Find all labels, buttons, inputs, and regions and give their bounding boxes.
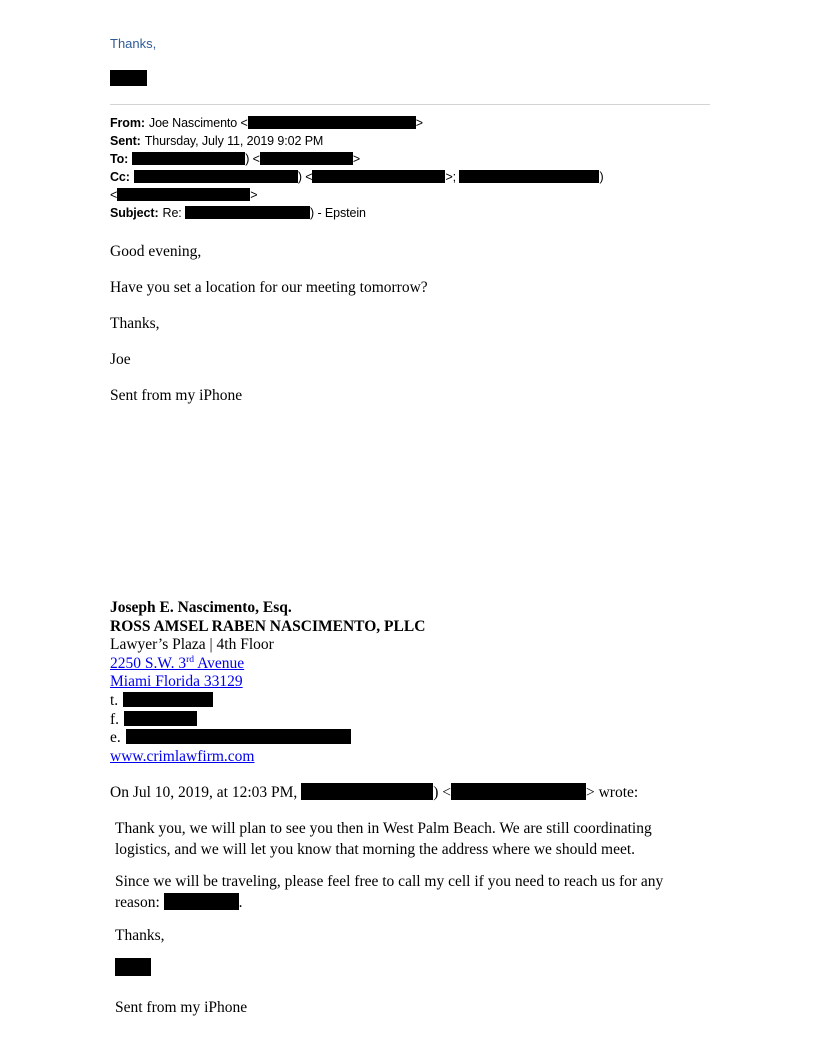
quoted-attribution-line — [110, 782, 710, 803]
message-body — [110, 241, 710, 406]
quoted-para1-line2: logistics, and we will let you know that morning the address where we should meet. — [115, 841, 636, 859]
redaction-box-to-name — [132, 152, 245, 165]
quoted-message-body — [115, 818, 710, 1018]
email-content — [110, 0, 710, 1018]
to-angle-close: > — [352, 152, 361, 166]
redaction-box-fax — [124, 711, 197, 726]
redaction-box-quoted-name — [301, 783, 433, 800]
body-sent-from-iphone: Sent from my iPhone — [110, 387, 243, 404]
redaction-box-sender-name — [110, 70, 147, 86]
redaction-box-subject — [185, 206, 310, 219]
redaction-box-phone — [123, 692, 213, 707]
header-to-line — [110, 150, 710, 168]
redaction-box-cc-name2 — [459, 170, 599, 183]
signature-block — [110, 599, 710, 766]
quoted-thanks: Thanks, — [115, 927, 165, 945]
body-question: Have you set a location for our meeting tomorrow? — [110, 279, 428, 296]
reply-thanks-text: Thanks, — [110, 36, 157, 51]
header-from-line — [110, 114, 710, 132]
sent-value: Thursday, July 11, 2019 9:02 PM — [144, 134, 324, 148]
redaction-box-quoted-signature — [115, 958, 151, 976]
reason-period: . — [238, 894, 243, 912]
cc2-angle-open: < — [110, 188, 118, 202]
to-paren-angle: ) < — [245, 152, 260, 166]
signature-city-line — [110, 673, 710, 692]
body-greeting: Good evening, — [110, 243, 202, 260]
signature-name: Joseph E. Nascimento, Esq. — [110, 599, 292, 616]
header-cc-continuation-line — [110, 186, 710, 204]
signature-floor: Lawyer’s Plaza | 4th Floor — [110, 636, 274, 654]
street-before-sup: 2250 S.W. 3 — [110, 654, 187, 672]
quoted-para1-line1: Thank you, we will plan to see you then in West Palm Beach. We are still coordinating — [115, 820, 652, 838]
body-sender-name: Joe — [110, 351, 131, 368]
quoted-para2-line1: Since we will be traveling, please feel free to call my cell if you need to reach us for any — [115, 873, 664, 891]
redaction-box-cc-email2 — [117, 188, 250, 201]
redaction-box-email — [126, 729, 351, 744]
quoted-sent-from-iphone: Sent from my iPhone — [115, 999, 248, 1017]
header-divider — [110, 104, 710, 105]
city-address-link[interactable]: Miami Florida 33129 — [110, 673, 243, 691]
attribution-prefix: On Jul 10, 2019, at 12:03 PM, — [110, 784, 302, 802]
redaction-box-from-email — [248, 116, 416, 129]
sent-label: Sent: — [110, 134, 141, 148]
street-after-sup: Avenue — [194, 654, 245, 672]
to-label: To: — [110, 152, 129, 166]
street-ordinal-sup: rd — [186, 653, 195, 665]
cc-paren-angle: ) < — [297, 170, 313, 184]
subject-label: Subject: — [110, 206, 159, 220]
from-value: Joe Nascimento < — [148, 116, 248, 130]
signature-firm: ROSS AMSEL RABEN NASCIMENTO, PLLC — [110, 617, 426, 635]
redaction-box-quoted-email — [451, 783, 586, 800]
header-subject-line — [110, 204, 710, 222]
message-header — [110, 114, 710, 222]
quoted-para2-line2 — [115, 892, 710, 913]
from-angle-close: > — [415, 116, 423, 130]
signature-website-line — [110, 748, 710, 767]
cc2-angle-close: > — [250, 188, 258, 202]
from-label: From: — [110, 116, 145, 130]
signature-phone-line — [110, 692, 710, 711]
email-label: e. — [110, 729, 121, 747]
phone-label: t. — [110, 691, 119, 709]
street-address-link[interactable] — [110, 655, 244, 672]
cc-paren: ) — [599, 170, 604, 184]
signature-fax-line — [110, 711, 710, 730]
redaction-box-cc-email1 — [312, 170, 445, 183]
body-thanks: Thanks, — [110, 315, 160, 332]
redaction-box-cell-number — [164, 893, 239, 910]
subject-tail: ) - Epstein — [310, 206, 366, 220]
header-sent-line — [110, 132, 710, 150]
website-link[interactable]: www.crimlawfirm.com — [110, 747, 255, 765]
redaction-box-to-email — [260, 152, 353, 165]
cc-label: Cc: — [110, 170, 130, 184]
cc-angle-semi: >; — [445, 170, 460, 184]
attribution-tail: > wrote: — [585, 784, 639, 802]
redaction-box-cc-name1 — [134, 170, 298, 183]
fax-label: f. — [110, 710, 120, 728]
signature-street-line — [110, 655, 710, 674]
header-cc-line — [110, 168, 710, 186]
reason-prefix: reason: — [115, 894, 164, 912]
signature-email-line — [110, 729, 710, 748]
attribution-paren-angle: ) < — [433, 784, 451, 802]
subject-re: Re: — [162, 206, 186, 220]
